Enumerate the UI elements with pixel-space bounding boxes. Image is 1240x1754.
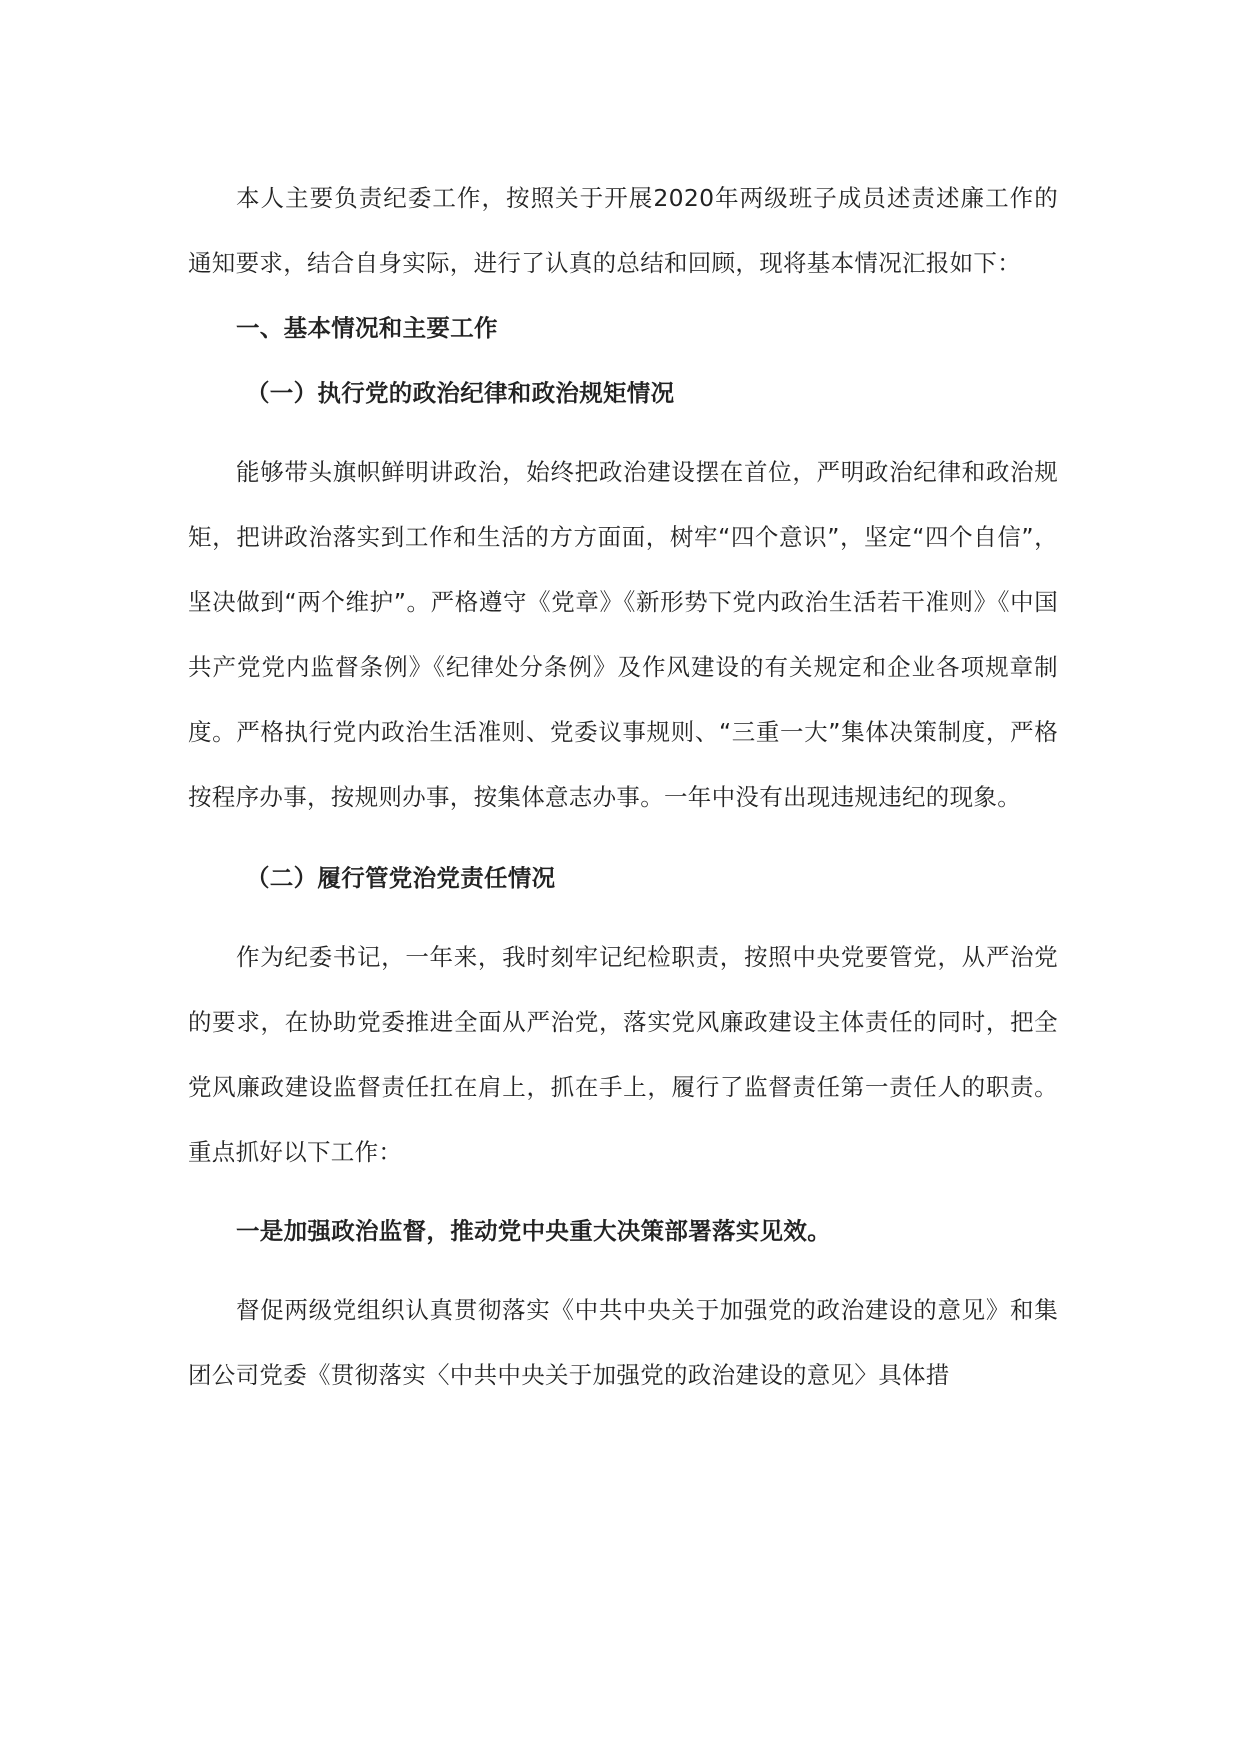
document-body (188, 166, 1058, 1408)
section-heading: 一、基本情况和主要工作 (236, 314, 498, 342)
subsection-heading: （二）履行管党治党责任情况 (246, 864, 556, 892)
body-paragraph: 督促两级党组织认真贯彻落实《中共中央关于加强党的政治建设的意见》和集团公司党委《贯彻落实〈中共中央关于加强党的政治建设的意见〉具体措 (188, 1296, 1058, 1389)
point-heading: 一是加强政治监督，推动党中央重大决策部署落实见效。 (236, 1217, 831, 1245)
body-paragraph: 作为纪委书记，一年来，我时刻牢记纪检职责，按照中央党要管党，从严治党的要求，在协助党委推进全面从严治党，落实党风廉政建设主体责任的同时，把全党风廉政建设监督责任扛在肩上，抓在手上，履行了监督责任第一责任人的职责。重点抓好以下工作： (188, 943, 1058, 1166)
subsection-heading: （一）执行党的政治纪律和政治规矩情况 (246, 379, 675, 407)
body-paragraph: 能够带头旗帜鲜明讲政治，始终把政治建设摆在首位，严明政治纪律和政治规矩，把讲政治落实到工作和生活的方方面面，树牢“四个意识”，坚定“四个自信”，坚决做到“两个维护”。严格遵守《党章》《新形势下党内政治生活若干准则》《中国共产党党内监督条例》《纪律处分条例》及作风建设的有关规定和企业各项规章制度。严格执行党内政治生活准则、党委议事规则、“三重一大”集体决策制度，严格按程序办事，按规则办事，按集体意志办事。一年中没有出现违规违纪的现象。 (188, 458, 1058, 811)
intro-paragraph: 本人主要负责纪委工作，按照关于开展2020年两级班子成员述责述廉工作的通知要求，结合自身实际，进行了认真的总结和回顾，现将基本情况汇报如下： (188, 184, 1058, 277)
